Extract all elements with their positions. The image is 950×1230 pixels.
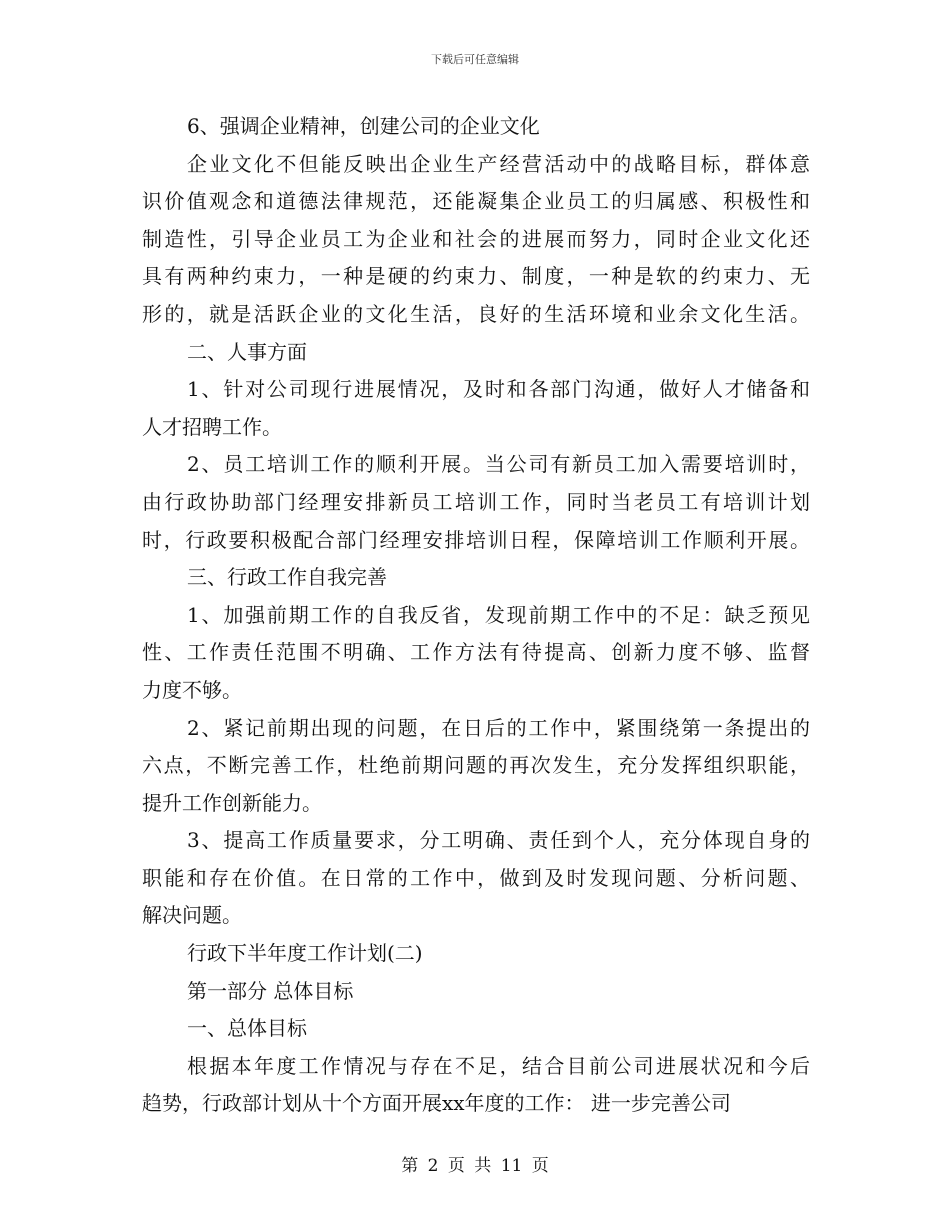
paragraph-line: 六点，不断完善工作，杜绝前期问题的再次发生，充分发挥组织职能， xyxy=(142,753,810,778)
paragraph-line: 企业文化不但能反映出企业生产经营活动中的战略目标，群体意 xyxy=(187,151,810,176)
paragraph-line: 性、工作责任范围不明确、工作方法有待提高、创新力度不够、监督 xyxy=(142,640,810,665)
document-title: 行政下半年度工作计划(二) xyxy=(187,941,423,966)
section-heading: 一、总体目标 xyxy=(187,1016,307,1041)
paragraph-line: 由行政协助部门经理安排新员工培训工作，同时当老员工有培训计划 xyxy=(142,489,810,514)
document-body xyxy=(142,108,810,1123)
section-heading: 6、强调企业精神，创建公司的企业文化 xyxy=(187,114,540,138)
paragraph-line: 职能和存在价值。在日常的工作中，做到及时发现问题、分析问题、 xyxy=(142,865,810,890)
paragraph-line: 根据本年度工作情况与存在不足，结合目前公司进展状况和今后 xyxy=(187,1053,810,1078)
paragraph-line: 制造性，引导企业员工为企业和社会的进展而努力，同时企业文化还 xyxy=(142,226,810,251)
paragraph-line: 解决问题。 xyxy=(142,903,242,928)
paragraph-line: 识价值观念和道德法律规范，还能凝集企业员工的归属感、积极性和 xyxy=(142,189,810,214)
paragraph-line: 2、紧记前期出现的问题，在日后的工作中，紧围绕第一条提出的 xyxy=(187,715,810,740)
paragraph-line: 1、针对公司现行进展情况，及时和各部门沟通，做好人才储备和 xyxy=(187,377,810,402)
paragraph-line: 趋势，行政部计划从十个方面开展xx年度的工作： 进一步完善公司 xyxy=(142,1091,731,1116)
paragraph-line: 2、员工培训工作的顺利开展。当公司有新员工加入需要培训时， xyxy=(187,452,810,477)
paragraph-line: 3、提高工作质量要求，分工明确、责任到个人，充分体现自身的 xyxy=(187,828,810,853)
paragraph-line: 力度不够。 xyxy=(142,677,242,702)
paragraph-line: 提升工作创新能力。 xyxy=(142,790,322,815)
paragraph-line: 1、加强前期工作的自我反省，发现前期工作中的不足：缺乏预见 xyxy=(187,602,810,627)
paragraph-line: 时，行政要积极配合部门经理安排培训日程，保障培训工作顺利开展。 xyxy=(142,527,810,552)
page-header: 下载后可任意编辑 xyxy=(431,53,519,66)
section-heading: 三、行政工作自我完善 xyxy=(187,565,387,590)
paragraph-line: 人才招聘工作。 xyxy=(142,414,282,439)
paragraph-line: 形的，就是活跃企业的文化生活，良好的生活环境和业余文化生活。 xyxy=(142,301,810,326)
section-heading: 第一部分 总体目标 xyxy=(187,978,354,1003)
section-heading: 二、人事方面 xyxy=(187,339,307,364)
paragraph-line: 具有两种约束力，一种是硬的约束力、制度，一种是软的约束力、无 xyxy=(142,264,810,289)
page-number: 第 2 页 共 11 页 xyxy=(401,1156,549,1176)
